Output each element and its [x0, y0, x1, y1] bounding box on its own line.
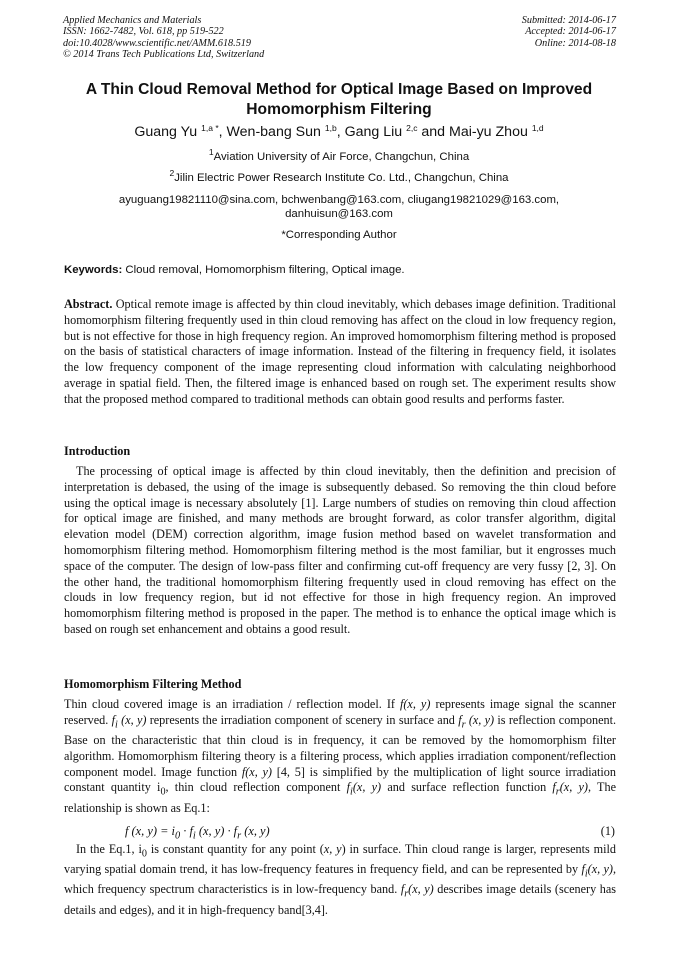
- math-symbol: f: [400, 882, 405, 897]
- author-4-affil: 1,d: [531, 123, 544, 133]
- author-list: [30, 123, 648, 141]
- math-fr: [552, 780, 588, 798]
- math-subscript: r: [404, 888, 409, 900]
- math-subscript: 0: [141, 848, 147, 860]
- equation-part: f (x, y) = i: [125, 824, 175, 838]
- author-1: Guang Yu: [134, 124, 202, 140]
- accepted-date: Accepted: 2014-06-17: [525, 26, 616, 38]
- math-fxy: f(x, y): [399, 697, 431, 711]
- math-args: (x, y): [117, 712, 147, 727]
- equation-subscript: r: [237, 830, 242, 842]
- math-fr: [400, 882, 434, 900]
- math-symbol: f: [111, 712, 116, 727]
- corresponding-author: *Corresponding Author: [281, 229, 397, 241]
- math-symbol: f: [458, 712, 462, 727]
- affiliation-1: [40, 147, 638, 164]
- author-4: and Mai-yu Zhou: [417, 124, 532, 140]
- text-run: [4, 5] is simplified by the multiplication of light source irradiation constant quantity i: [64, 764, 616, 795]
- math-subscript: 0: [160, 786, 166, 798]
- author-3-affil: 2,c: [406, 123, 418, 133]
- math-fr: [458, 712, 495, 731]
- text-run: represents image signal the scanner reserved.: [64, 697, 617, 727]
- section-heading-introduction: Introduction: [64, 444, 131, 458]
- math-fi: [346, 780, 382, 798]
- math-fi: [111, 712, 147, 731]
- dates-header: [522, 15, 616, 49]
- abstract-text: Optical remote image is affected by thin cloud inevitably, which debases image definition. Traditional homomorphism filtering frequently used in thin cloud removing has affect on the cloud in low frequency region, but is not effective for those in high frequency region. An improved homomorphism filtering method is proposed on the basis of statistical characters of image information. Instead of the filtering in frequency field, it isolates the low frequency component of the image representing cloud information with calculating neighborhood average in spatial field. Then, the filtered image is enhanced based on rough set. The experiment results show that the proposed method compared to traditional methods can obtain good results and performs faster.: [64, 297, 616, 406]
- journal-header: [63, 15, 264, 61]
- text-run: is reflection component. Base on the characteristic that thin cloud is in frequency, it can be removed by the homomorphism filter algorithm. Homomorphism filtering theory is a filtering process, which applies irradiation component/reflection component model. Image function: [64, 712, 617, 779]
- emails-line-2: danhuisun@163.com: [285, 208, 393, 220]
- affiliation-2-text: Jilin Electric Power Research Institute Co. Ltd., Changchun, China: [174, 172, 509, 184]
- text-run: ) in surface. Thin cloud range is larger, represents mild varying spatial domain trend, it has low-frequency features in frequency field, and can be represented by: [64, 842, 617, 877]
- text-run: , The relationship is shown as Eq.1:: [64, 780, 617, 815]
- text-run: is constant quantity for any point (: [146, 842, 324, 856]
- online-date: Online: 2014-08-18: [534, 37, 616, 49]
- author-2: , Wen-bang Sun: [218, 124, 325, 140]
- author-3: , Gang Liu: [336, 124, 407, 140]
- math-args: (x, y): [559, 780, 588, 795]
- text-run: , thin cloud reflection component: [165, 780, 347, 795]
- affiliation-1-marker: 1: [208, 147, 214, 157]
- issn-line: ISSN: 1662-7482, Vol. 618, pp 519-522: [63, 26, 224, 38]
- text-run: Thin cloud covered image is an irradiation / reflection model. If: [64, 697, 400, 711]
- section-heading-method: Homomorphism Filtering Method: [64, 677, 242, 691]
- paper-title: [40, 80, 638, 119]
- doi-line: doi:10.4028/www.scientific.net/AMM.618.519: [63, 37, 251, 49]
- keywords-label: Keywords:: [64, 264, 123, 276]
- submitted-date: Submitted: 2014-06-17: [521, 15, 616, 26]
- equation-subscript: i: [192, 830, 196, 842]
- math-symbol: f: [346, 780, 351, 795]
- text-run: represents the irradiation component of scenery in surface and: [146, 712, 459, 727]
- math-subscript: i: [115, 719, 118, 731]
- math-subscript: i: [350, 786, 353, 798]
- math-fi: [581, 862, 613, 880]
- abstract-label: Abstract.: [64, 297, 113, 311]
- method-paragraph-2: [64, 842, 616, 919]
- math-args: (x, y): [587, 862, 613, 877]
- text-run: , which frequency spectrum characteristics is in low-frequency band.: [64, 862, 617, 897]
- equation-number: (1): [600, 824, 615, 838]
- math-subscript: r: [461, 719, 466, 731]
- math-args: (x, y): [352, 780, 382, 795]
- math-subscript: i: [584, 868, 588, 880]
- abstract: [64, 297, 616, 408]
- keywords: [64, 263, 616, 277]
- journal-name: Applied Mechanics and Materials: [63, 15, 202, 26]
- equation-subscript: 0: [175, 830, 181, 842]
- math-symbol: f: [581, 862, 585, 877]
- equation-1: [125, 824, 270, 843]
- emails-line-1: ayuguang19821110@sina.com, bchwenbang@163.com, cliugang19821029@163.com,: [118, 194, 560, 206]
- affiliation-1-text: Aviation University of Air Force, Changchun, China: [213, 151, 470, 163]
- equation-part: (x, y): [241, 824, 270, 838]
- text-run: In the Eq.1, i: [76, 842, 142, 856]
- title-line-2: Homomorphism Filtering: [246, 100, 432, 118]
- method-paragraph-1: [64, 697, 616, 816]
- copyright-line: © 2014 Trans Tech Publications Ltd, Switzerland: [63, 49, 265, 61]
- author-2-affil: 1,b: [324, 123, 337, 133]
- math-fxy: f(x, y): [241, 764, 272, 779]
- author-emails: [40, 193, 638, 221]
- author-1-affil: 1,a *: [201, 123, 219, 133]
- affiliation-2-marker: 2: [169, 168, 175, 178]
- math-subscript: r: [555, 786, 560, 798]
- math-xy: x, y: [323, 842, 342, 856]
- keywords-text: Cloud removal, Homomorphism filtering, Optical image.: [122, 264, 405, 276]
- text-run: and surface reflection function: [381, 780, 553, 795]
- math-args: (x, y): [408, 882, 434, 897]
- math-symbol: f: [552, 780, 556, 795]
- equation-part: (x, y) · f: [195, 824, 238, 838]
- equation-part: · f: [180, 824, 193, 838]
- introduction-paragraph: The processing of optical image is affected by thin cloud inevitably, then the definition and precision of interpretation is debased, the using of the image is subsequently debased. So removing the thin cloud before using the optical image is necessary absolutely [1]. Large numbers of studies on removing thin cloud affection for optical image are finished, and many methods are brought forward, as color transfer algorithm, digital elevation model (DEM) correction algorithm, image fusion method based on wavelet transformation and homomorphism filtering method. Homomorphism filtering method is the most familiar, but it engrosses much space of the computer. The design of low-pass filter and confirming cut-off frequency are very fussy [2, 3]. On the other hand, the traditional homomorphism filtering frequently used in cloud removing has effect on the clouds in low frequency region, but id not effective for those in high frequency region. An improved homomorphism filtering method is proposed in the paper. The method is to enhance the optical image which is based on rough set enhancement and obtains a good result.: [64, 464, 616, 636]
- title-line-1: A Thin Cloud Removal Method for Optical Image Based on Improved: [85, 81, 593, 98]
- text-run: describes image details (scenery has details and edges), and it in high-frequency band[3,4].: [64, 882, 617, 917]
- math-args: (x, y): [465, 712, 495, 727]
- affiliation-2: [40, 168, 638, 185]
